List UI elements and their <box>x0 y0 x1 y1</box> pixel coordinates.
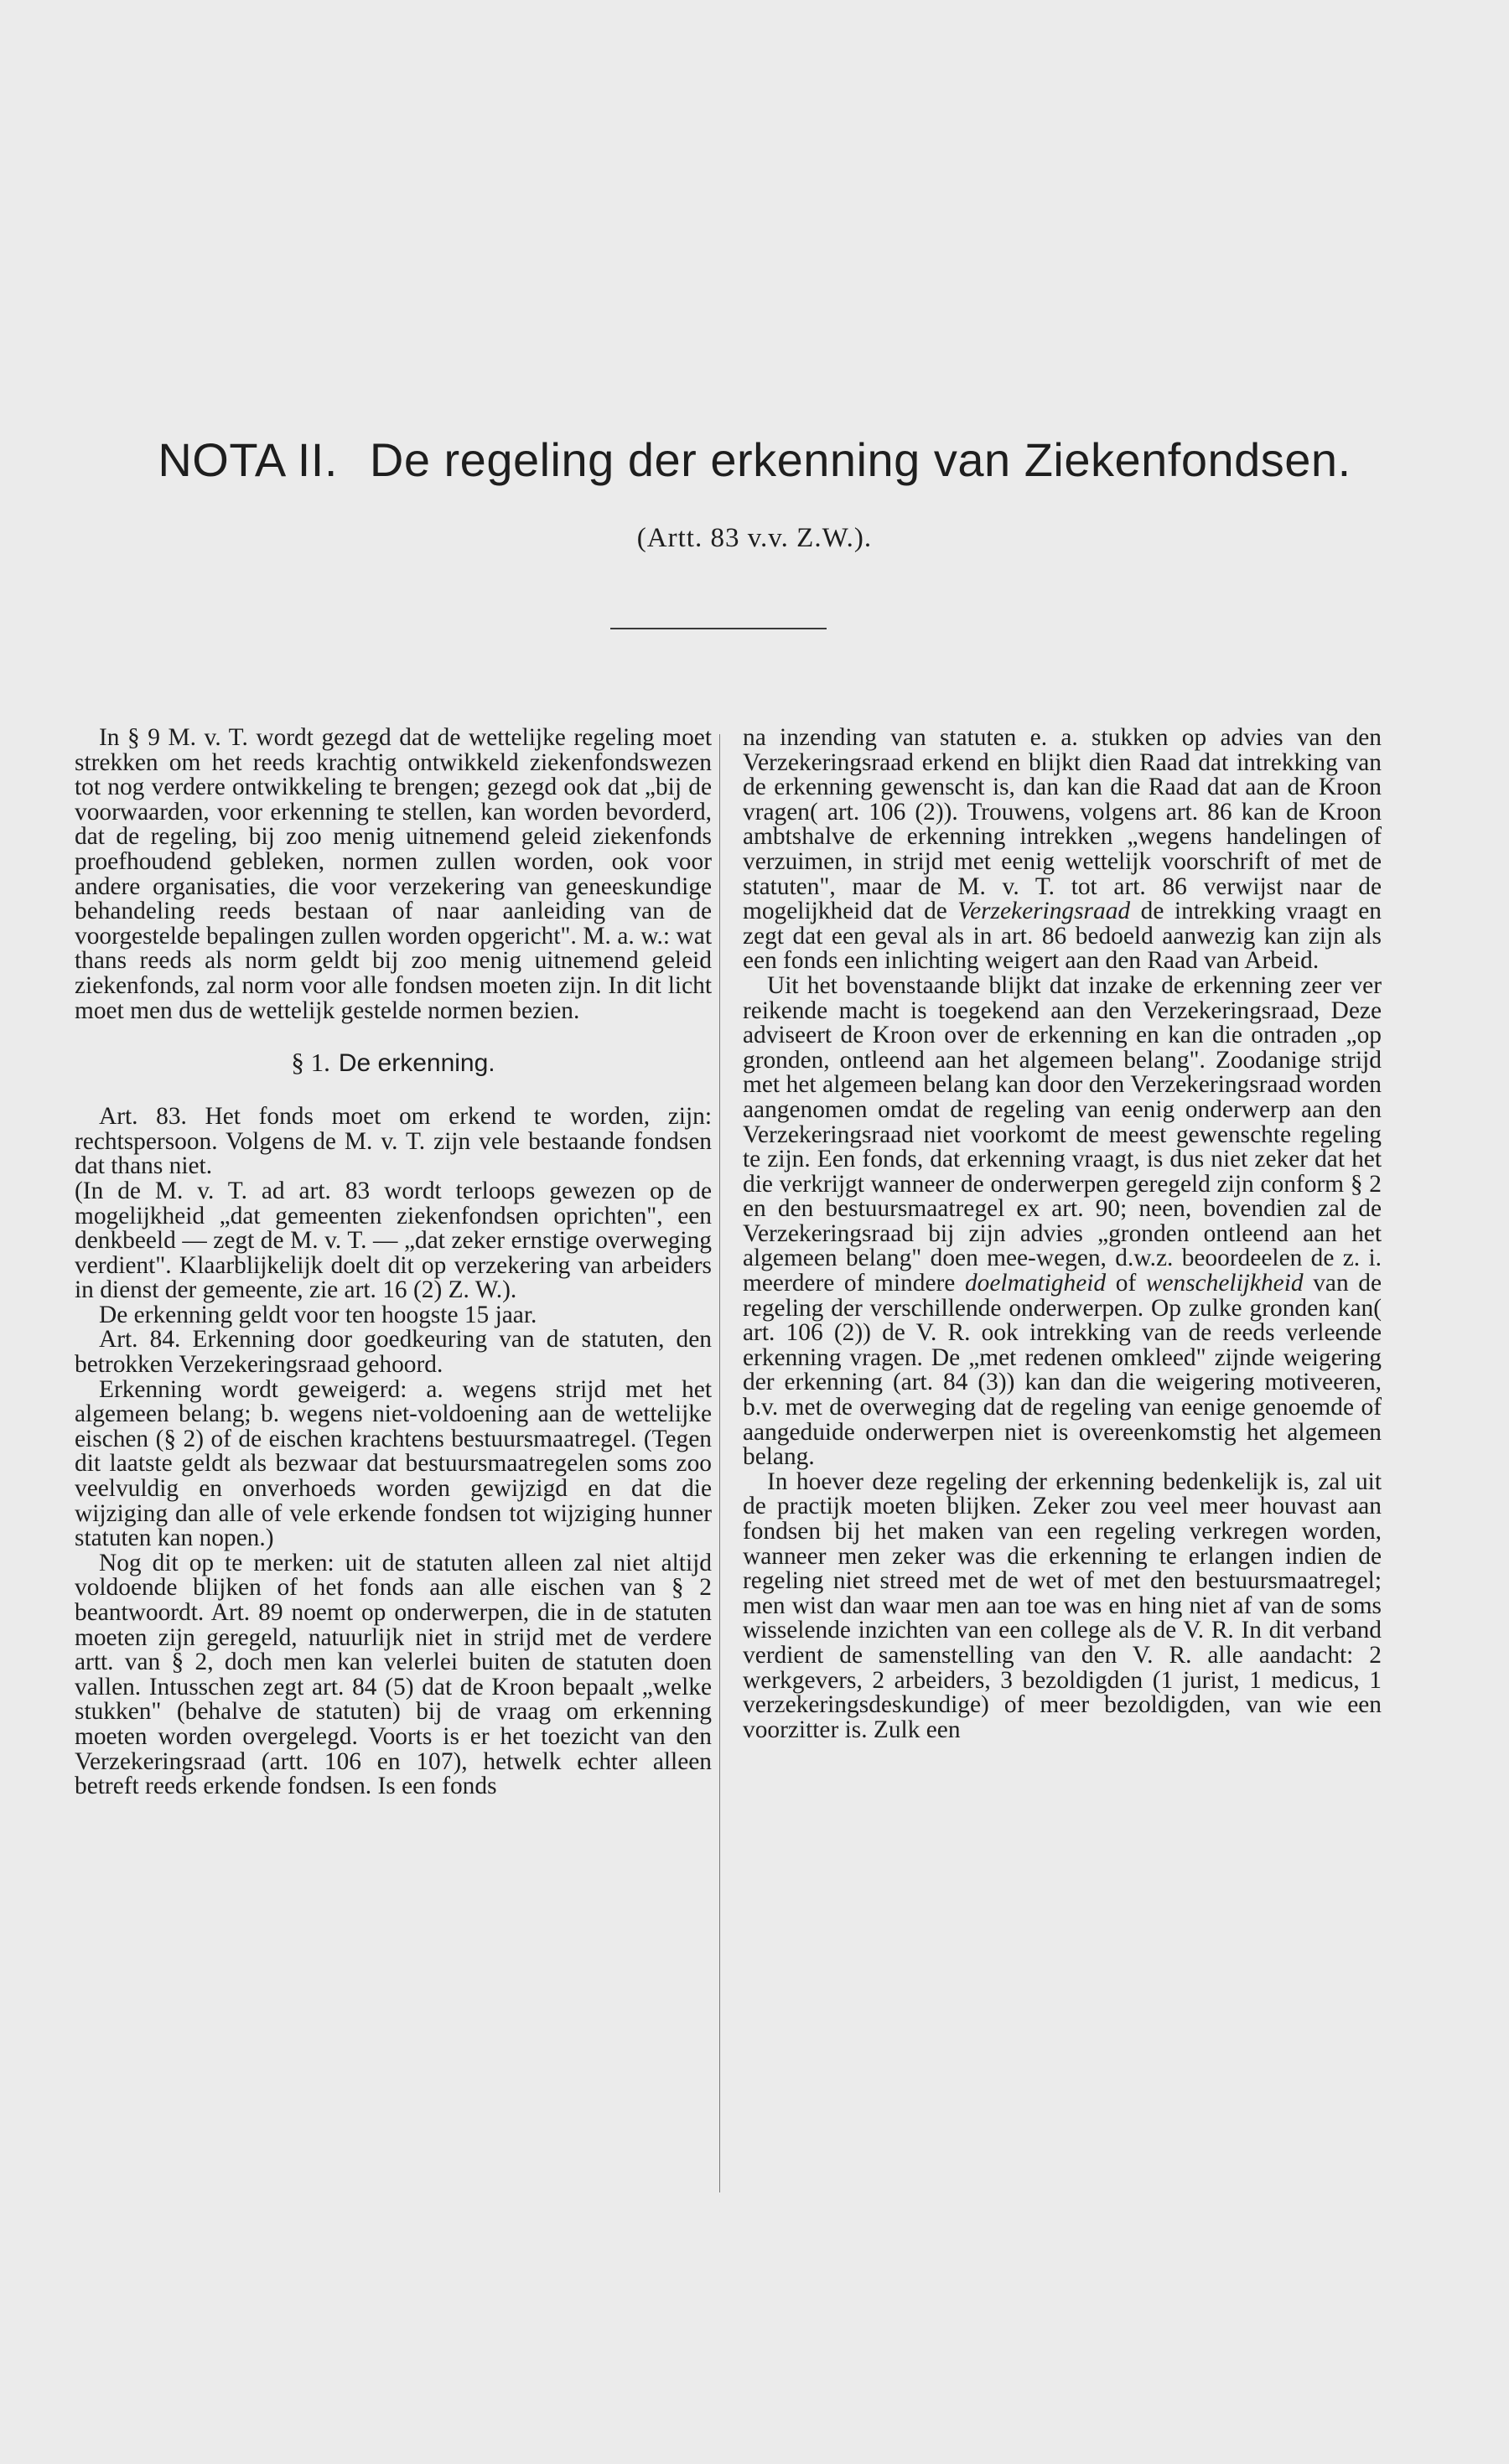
right-paragraph-1-italic: Verzekeringsraad <box>957 898 1131 925</box>
right-paragraph-2 <box>743 971 1382 1471</box>
right-paragraph-2-italic-2: wenschelijkheid <box>1145 1270 1304 1297</box>
left-paragraph-4: De erkenning geldt voor ten hoogste 15 jaar. <box>99 1301 537 1328</box>
right-paragraph-1-text-b: de intrekking vraagt en zegt dat een geval als in art. 86 bedoeld aanwezig kan zijn als een fonds een inlichting weigert aan den Raad van Arbeid. <box>743 898 1382 975</box>
left-paragraph-7: Nog dit op te merken: uit de statuten alleen zal niet altijd voldoende blijken of het fonds aan alle eischen van § 2 beantwoordt. Art. 89 noemt op onderwerpen, die in de statuten moeten zijn geregeld, natuurlijk niet in strijd met de verdere artt. van § 2, doch men kan velerlei buiten de statuten doen vallen. Intusschen zegt art. 84 (5) dat de Kroon bepaalt „welke stukken" (behalve de statuten) bij de vraag om erkenning moeten worden overgelegd. Voorts is er het toezicht van den Verzekeringsraad (artt. 106 en 107), hetwelk echter alleen betreft reeds erkende fondsen. Is een fonds <box>75 1549 712 1800</box>
title-number: NOTA II. <box>158 433 338 486</box>
page-subtitle: (Artt. 83 v.v. Z.W.). <box>636 523 873 553</box>
right-paragraph-2-text-a: Uit het bovenstaande blijkt dat inzake de erkenning zeer ver reikende macht is toegekend aan den Verzekeringsraad, Deze adviseert de Kroon over de erkenning en kan die ontraden „op gronden, ontleend aan het algemeen belang". Zoodanige strijd met het algemeen belang kan door den Verzekeringsraad worden aangenomen omdat de regeling van eenig onderwerp aan den Verzekeringsraad niet voorkomt de meest gewenschte regeling te zijn. Een fonds, dat erkenning vraagt, is dus niet zeker dat het die verkrijgt wanneer de onderwerpen geregeld zijn conform § 2 en den bestuursmaatregel ex art. 90; neen, bovendien zal de Verzekeringsraad bij zijn advies „gronden ontleend aan het algemeen belang" doen mee-wegen, d.w.z. beoordeelen de z. i. meerdere of mindere <box>743 971 1382 1297</box>
right-paragraph-3: In hoever deze regeling der erkenning bedenkelijk is, zal uit de practijk moeten blijken. Zeker zou veel meer houvast aan fondsen bij het maken van een regeling verkregen worden, wanneer men zeker was die erkenning te erlangen indien de regeling niet streed met de wet of met den bestuursmaatregel; men wist dan waar men aan toe was en hing niet af van de soms wisselende inzichten van een college als de V. R. In dit verband verdient de samenstelling van den V. R. alle aandacht: 2 werkgevers, 2 arbeiders, 3 bezoldigden (1 jurist, 1 medicus, 1 verzekeringsdeskundige) of meer bezoldigden, van wie een voorzitter is. Zulk een <box>743 1468 1382 1743</box>
column-divider <box>719 734 720 2192</box>
section-heading <box>75 1048 712 1079</box>
left-paragraph-6: Erkenning wordt geweigerd: a. wegens strijd met het algemeen belang; b. wegens niet-voldoening aan de wettelijke eischen (§ 2) of de eischen krachtens bestuursmaatregel. (Tegen dit laatste geldt als bezwaar dat bestuursmaatregelen soms zoo veelvuldig en onverhoeds worden gewijzigd en dat die wijziging dan alle of vele erkende fondsen tot wijziging hunner statuten kan nopen.) <box>75 1375 712 1552</box>
right-paragraph-2-text-c: van de regeling der verschillende onderwerpen. Op zulke gronden kan( art. 106 (2)) de V. R. ook intrekking van de reeds verleende erkenning vragen. De „met redenen omkleed" zijnde weigering der erkenning (art. 84 (3)) kan dan die weigering motiveeren, b.v. met de overweging dat de regeling van eenige genoemde of aangeduide onderwerpen niet is overeenkomstig het algemeen belang. <box>743 1270 1382 1471</box>
right-paragraph-1-text-a: na inzending van statuten e. a. stukken op advies van den Verzekeringsraad erkend en blijkt dien Raad dat intrekking van de erkenning gewenscht is, dan kan die Raad dat aan de Kroon vragen( art. 106 (2)). Trouwens, volgens art. 86 kan de Kroon ambtshalve de erkenning intrekken „wegens handelingen of verzuimen, in strijd met eenig wettelijk voorschrift of met de statuten", maar de M. v. T. tot art. 86 verwijst naar de mogelijkheid dat de <box>743 724 1382 925</box>
page-title <box>0 431 1509 489</box>
left-paragraph-1: In § 9 M. v. T. wordt gezegd dat de wettelijke regeling moet strekken om het reeds krachtig ontwikkeld ziekenfondswezen tot nog verdere ontwikkeling te brengen; gezegd ook dat „bij de voorwaarden, voor erkenning te stellen, kan worden bevorderd, dat de regeling, bij zoo menig uitnemend geleid ziekenfonds proefhoudend gebleken, normen zullen worden, ook voor andere organisaties, die voor verzekering van geneeskundige behandeling reeds bestaan of naar aanleiding van de voorgestelde bepalingen zullen worden opgericht". M. a. w.: wat thans reeds als norm geldt bij zoo menig uitnemend geleid ziekenfonds, zal norm voor alle fondsen moeten zijn. In dit licht moet men dus de wettelijk gestelde normen bezien. <box>75 724 712 1024</box>
title-separator-rule <box>610 628 827 629</box>
section-heading-number: § 1. <box>291 1048 330 1078</box>
left-paragraph-5: Art. 84. Erkenning door goedkeuring van de statuten, den betrokken Verzekeringsraad gehoord. <box>75 1326 712 1379</box>
right-column <box>743 726 1382 1742</box>
left-paragraph-3: (In de M. v. T. ad art. 83 wordt terloops gewezen op de mogelijkheid „dat gemeenten ziekenfondsen oprichten", een denkbeeld — zegt de M. v. T. — „dat zeker ernstige overweging verdient". Klaarblijkelijk doelt dit op verzekering van arbeiders in dienst der gemeente, zie art. 16 (2) Z. W.). <box>75 1177 712 1304</box>
right-paragraph-1 <box>743 726 1382 974</box>
left-column <box>75 726 712 1799</box>
left-paragraph-2: Art. 83. Het fonds moet om erkend te worden, zijn: rechtspersoon. Volgens de M. v. T. zijn vele bestaande fondsen dat thans niet. <box>75 1103 712 1180</box>
title-text: De regeling der erkenning van Ziekenfondsen. <box>369 433 1351 486</box>
section-heading-text: De erkenning. <box>338 1049 495 1078</box>
right-paragraph-2-italic-1: doelmatigheid <box>964 1270 1107 1297</box>
right-paragraph-2-text-b: of <box>1106 1270 1146 1297</box>
